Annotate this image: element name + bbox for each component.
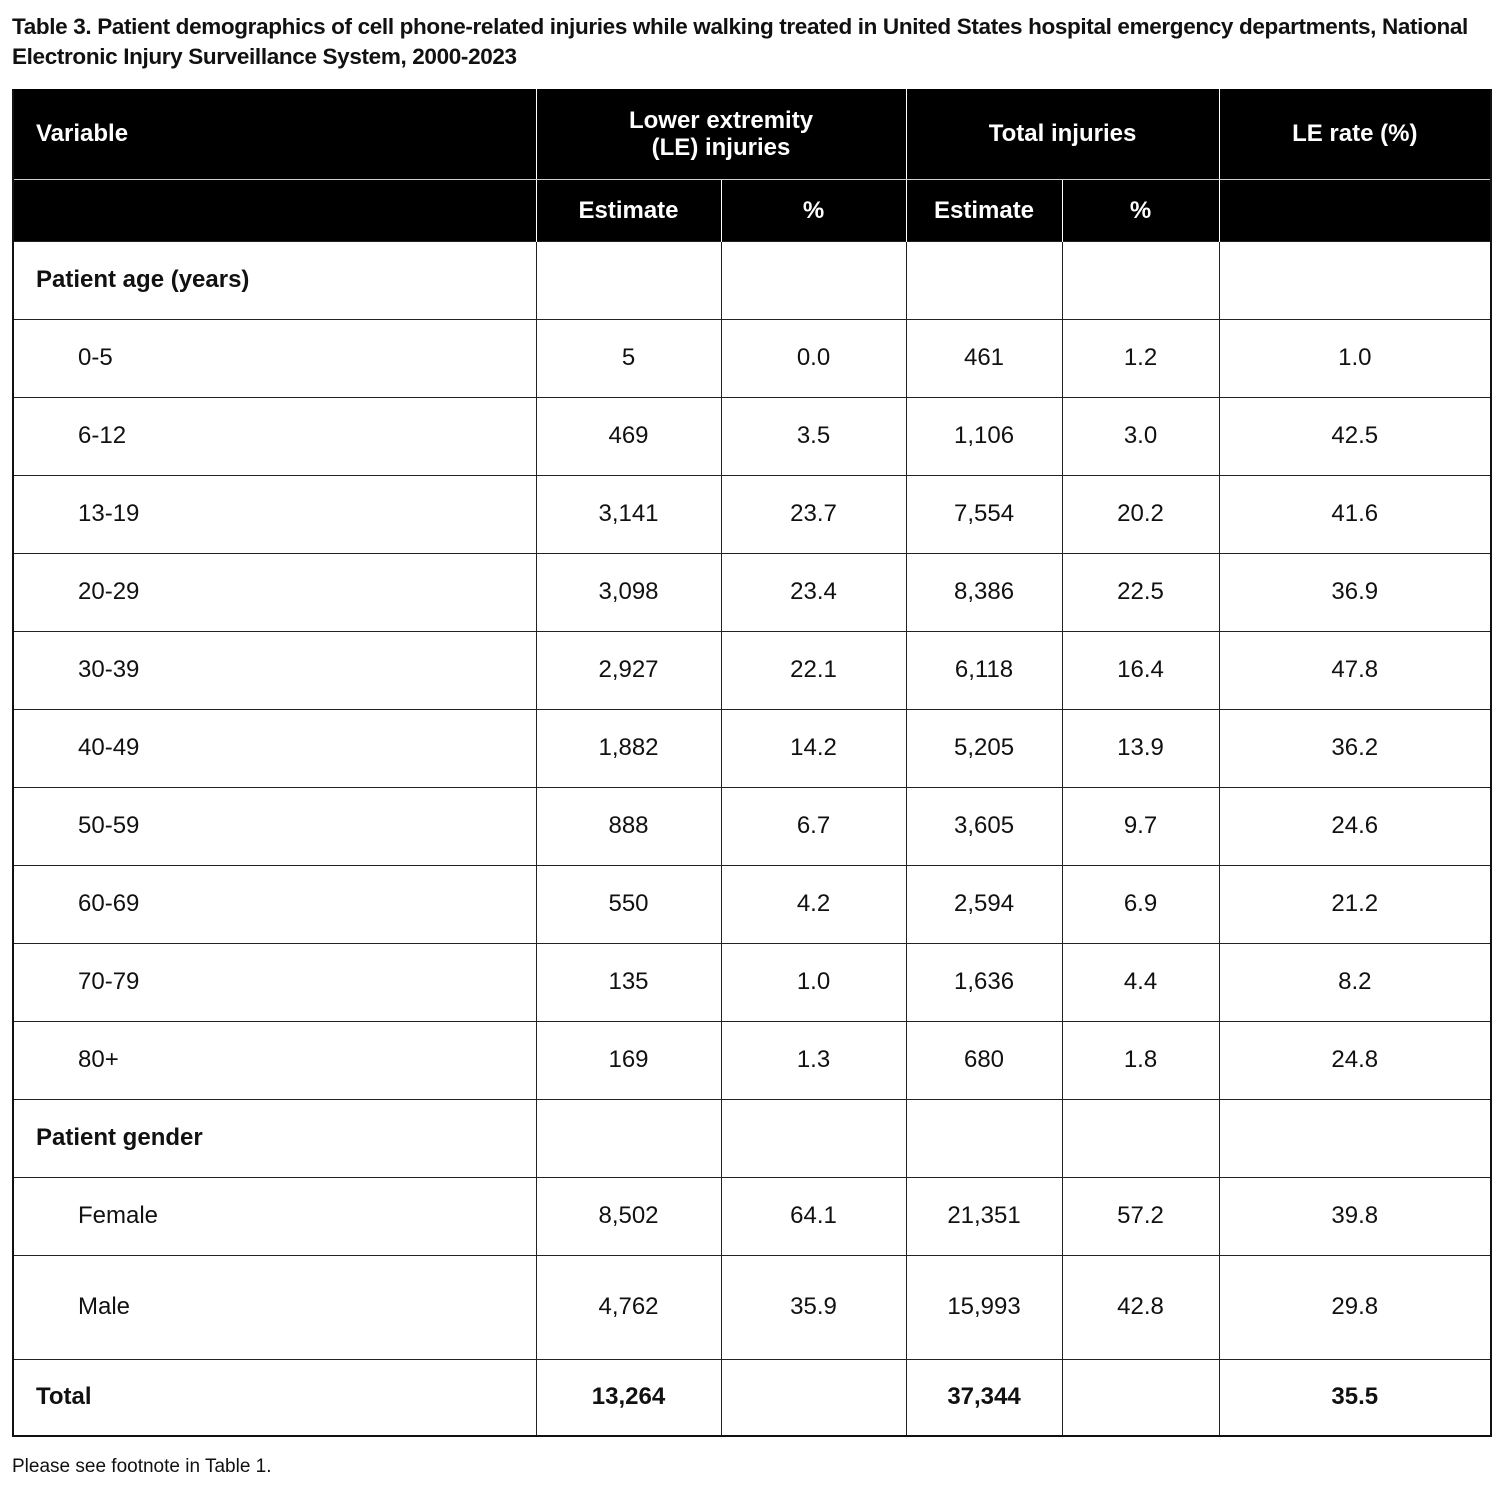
le-percent-cell: 3.5 [721,397,906,475]
le-rate-cell: 8.2 [1219,943,1491,1021]
total-estimate: 37,344 [906,1359,1062,1436]
total-le-rate: 35.5 [1219,1359,1491,1436]
total-estimate-cell: 6,118 [906,631,1062,709]
table-row [13,1177,1491,1255]
total-percent-cell: 4.4 [1062,943,1219,1021]
le-estimate-cell: 888 [536,787,721,865]
row-label: 0-5 [13,319,536,397]
total-le-percent [721,1359,906,1436]
row-label: 13-19 [13,475,536,553]
total-estimate-cell: 21,351 [906,1177,1062,1255]
total-estimate-cell: 680 [906,1021,1062,1099]
header-le-percent: % [721,179,906,241]
row-label: 20-29 [13,553,536,631]
row-label: 40-49 [13,709,536,787]
total-estimate-cell: 2,594 [906,865,1062,943]
total-estimate-cell: 461 [906,319,1062,397]
table-row [13,475,1491,553]
le-percent-cell: 22.1 [721,631,906,709]
le-percent-cell: 14.2 [721,709,906,787]
header-lower-extremity: Lower extremity (LE) injuries [536,89,906,179]
le-estimate-cell: 550 [536,865,721,943]
le-percent-cell: 4.2 [721,865,906,943]
le-percent-cell: 23.7 [721,475,906,553]
le-percent-cell: 1.3 [721,1021,906,1099]
total-row [13,1359,1491,1436]
le-rate-cell: 41.6 [1219,475,1491,553]
total-percent-cell: 3.0 [1062,397,1219,475]
le-percent-cell: 1.0 [721,943,906,1021]
total-percent-cell: 57.2 [1062,1177,1219,1255]
table-header [13,89,1491,241]
header-total-estimate: Estimate [906,179,1062,241]
row-label: 80+ [13,1021,536,1099]
table-row [13,787,1491,865]
row-label: Male [13,1255,536,1359]
le-estimate-cell: 5 [536,319,721,397]
total-estimate-cell: 8,386 [906,553,1062,631]
total-percent [1062,1359,1219,1436]
header-total-injuries: Total injuries [906,89,1219,179]
total-percent-cell: 22.5 [1062,553,1219,631]
le-rate-cell: 36.9 [1219,553,1491,631]
le-estimate-cell: 2,927 [536,631,721,709]
le-rate-cell: 36.2 [1219,709,1491,787]
table-row [13,397,1491,475]
section-row-gender [13,1099,1491,1177]
le-rate-cell: 47.8 [1219,631,1491,709]
footnote: Please see footnote in Table 1. [12,1456,272,1477]
total-le-estimate: 13,264 [536,1359,721,1436]
le-rate-cell: 39.8 [1219,1177,1491,1255]
le-estimate-cell: 169 [536,1021,721,1099]
le-rate-cell: 21.2 [1219,865,1491,943]
le-percent-cell: 64.1 [721,1177,906,1255]
table-row [13,1255,1491,1359]
le-rate-cell: 29.8 [1219,1255,1491,1359]
total-estimate-cell: 15,993 [906,1255,1062,1359]
le-rate-cell: 42.5 [1219,397,1491,475]
le-estimate-cell: 469 [536,397,721,475]
row-label: 70-79 [13,943,536,1021]
total-percent-cell: 16.4 [1062,631,1219,709]
section-row-age [13,241,1491,319]
le-percent-cell: 23.4 [721,553,906,631]
le-rate-cell: 24.6 [1219,787,1491,865]
le-rate-cell: 1.0 [1219,319,1491,397]
le-percent-cell: 6.7 [721,787,906,865]
table-row [13,553,1491,631]
le-estimate-cell: 8,502 [536,1177,721,1255]
header-blank [1219,179,1491,241]
header-variable: Variable [13,89,536,179]
total-estimate-cell: 1,106 [906,397,1062,475]
row-label: 50-59 [13,787,536,865]
total-percent-cell: 9.7 [1062,787,1219,865]
total-percent-cell: 1.2 [1062,319,1219,397]
table-row [13,319,1491,397]
total-percent-cell: 20.2 [1062,475,1219,553]
demographics-table [12,89,1492,1437]
table-row [13,631,1491,709]
section-title: Patient age (years) [13,241,536,319]
table-row [13,865,1491,943]
row-label: 60-69 [13,865,536,943]
table-body [13,241,1491,1436]
le-rate-cell: 24.8 [1219,1021,1491,1099]
row-label: 6-12 [13,397,536,475]
table-row [13,709,1491,787]
row-label: 30-39 [13,631,536,709]
total-estimate-cell: 5,205 [906,709,1062,787]
section-title: Patient gender [13,1099,536,1177]
row-label: Female [13,1177,536,1255]
header-le-estimate: Estimate [536,179,721,241]
table-caption: Table 3. Patient demographics of cell phone-related injuries while walking treated in United States hospital emergency departments, National Electronic Injury Surveillance System, 2000-2023 [12,14,1468,69]
le-estimate-cell: 4,762 [536,1255,721,1359]
header-total-percent: % [1062,179,1219,241]
total-label: Total [13,1359,536,1436]
total-percent-cell: 1.8 [1062,1021,1219,1099]
le-estimate-cell: 3,098 [536,553,721,631]
total-estimate-cell: 1,636 [906,943,1062,1021]
total-estimate-cell: 3,605 [906,787,1062,865]
le-percent-cell: 0.0 [721,319,906,397]
total-percent-cell: 6.9 [1062,865,1219,943]
le-estimate-cell: 1,882 [536,709,721,787]
total-percent-cell: 42.8 [1062,1255,1219,1359]
header-le-rate: LE rate (%) [1219,89,1491,179]
total-estimate-cell: 7,554 [906,475,1062,553]
le-percent-cell: 35.9 [721,1255,906,1359]
table-row [13,943,1491,1021]
total-percent-cell: 13.9 [1062,709,1219,787]
table-row [13,1021,1491,1099]
header-blank [13,179,536,241]
le-estimate-cell: 135 [536,943,721,1021]
le-estimate-cell: 3,141 [536,475,721,553]
